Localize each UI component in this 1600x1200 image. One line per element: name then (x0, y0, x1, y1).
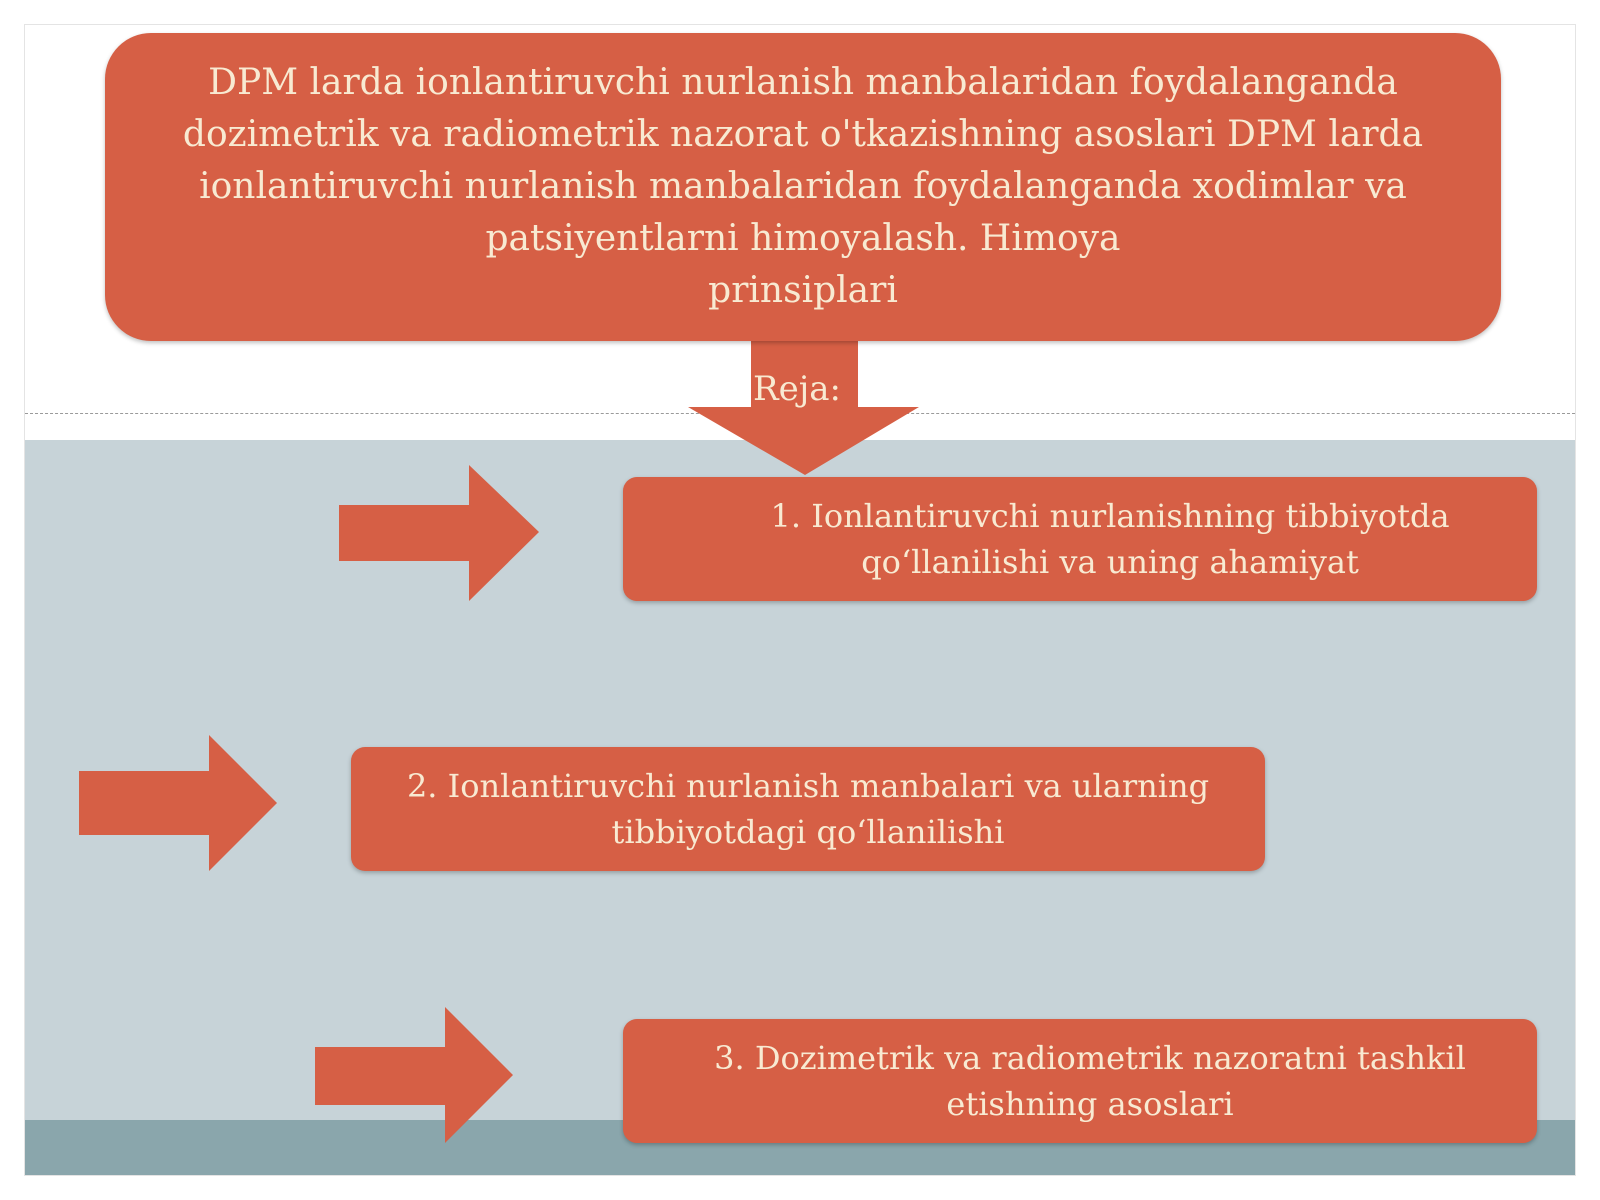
plan-item-3-text: 3. Dozimetrik va radiometrik nazoratni tashkil etishning asoslari (714, 1039, 1466, 1123)
right-arrow-2 (79, 735, 277, 871)
plan-item-1-text: 1. Ionlantiruvchi nurlanishning tibbiyotda qo‘llanilishi va uning ahamiyat (770, 497, 1450, 581)
right-arrow-1 (339, 465, 539, 601)
reja-label: Reja: (753, 369, 841, 409)
right-arrow-3 (315, 1007, 513, 1143)
plan-item-2 (351, 747, 1265, 871)
slide (24, 24, 1576, 1176)
plan-item-3 (623, 1019, 1537, 1143)
plan-item-2-text: 2. Ionlantiruvchi nurlanish manbalari va ularning tibbiyotdagi qo‘llanilishi (406, 767, 1210, 851)
title-box: DPM larda ionlantiruvchi nurlanish manbalaridan foydalanganda dozimetrik va radiometrik nazorat o'tkazishning asoslari DPM larda ionlantiruvchi nurlanish manbalaridan foydalanganda xodimlar va patsiyentlarni himoyalash. Himoya prinsiplari (105, 33, 1501, 341)
plan-item-1 (623, 477, 1537, 601)
